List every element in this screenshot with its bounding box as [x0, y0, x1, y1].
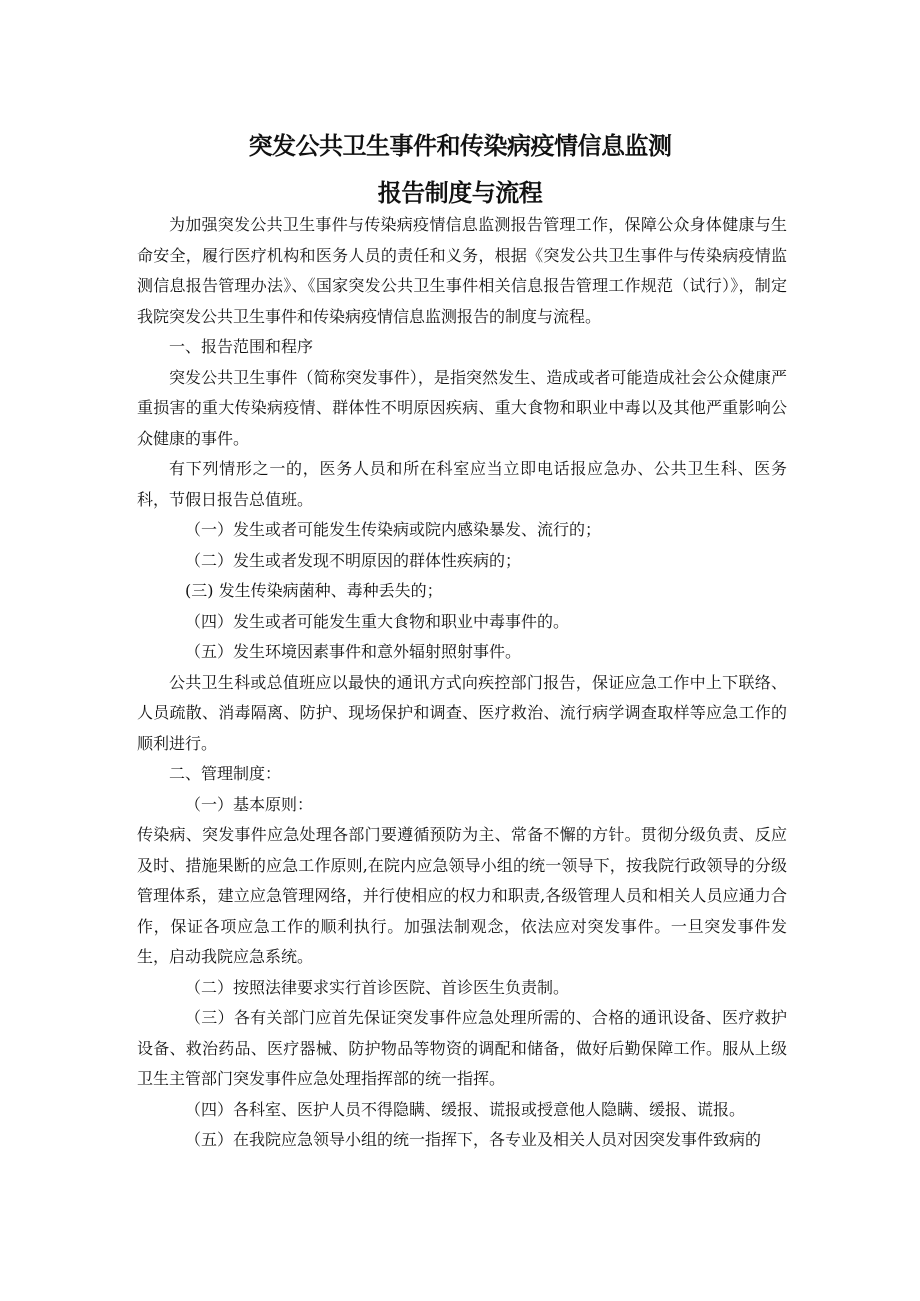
list-item: （三）各有关部门应首先保证突发事件应急处理所需的、合格的通讯设备、医疗救护设备、救治药品、医疗器械、防护物品等物资的调配和储备，做好后勤保障工作。服从上级卫生主管部门突发事件应急处理指挥部的统一指挥。	[137, 1008, 787, 1088]
body-paragraph: 突发公共卫生事件（简称突发事件），是指突然发生、造成或者可能造成社会公众健康严重损害的重大传染病疫情、群体性不明原因疾病、重大食物和职业中毒以及其他严重影响公众健康的事件。	[137, 367, 787, 448]
document-title-line-2: 报告制度与流程	[377, 179, 543, 207]
list-item: （四）各科室、医护人员不得隐瞒、缓报、谎报或授意他人隐瞒、缓报、谎报。	[185, 1099, 746, 1119]
list-item: （二）按照法律要求实行首诊医院、首诊医生负责制。	[185, 977, 570, 997]
body-paragraph: 有下列情形之一的，医务人员和所在科室应当立即电话报应急办、公共卫生科、医务科，节假日报告总值班。	[137, 459, 787, 509]
intro-paragraph: 为加强突发公共卫生事件与传染病疫情信息监测报告管理工作，保障公众身体健康与生命安全，履行医疗机构和医务人员的责任和义务，根据《突发公共卫生事件与传染病疫情监测信息报告管理办法》、《国家突发公共卫生事件相关信息报告管理工作规范（试行）》，制定我院突发公共卫生事件和传染病疫情信息监测报告的制度与流程。	[137, 215, 787, 326]
list-item: (三) 发生传染病菌种、毒种丢失的；	[185, 581, 443, 600]
body-paragraph: 公共卫生科或总值班应以最快的通讯方式向疾控部门报告，保证应急工作中上下联络、人员疏散、消毒隔离、防护、现场保护和调查、医疗救治、流行病学调查取样等应急工作的顺利进行。	[137, 672, 787, 753]
document-body	[137, 210, 787, 1156]
document-title-line-1: 突发公共卫生事件和传染病疫情信息监测	[248, 132, 672, 160]
list-item: （一）发生或者可能发生传染病或院内感染暴发、流行的；	[185, 520, 602, 539]
section-heading-2: 二、管理制度：	[169, 764, 282, 783]
list-item: （五）发生环境因素事件和意外辐射照射事件。	[185, 642, 522, 661]
subsection-heading: （一）基本原则：	[185, 794, 314, 814]
body-paragraph: 传染病、突发事件应急处理各部门要遵循预防为主、常备不懈的方针。贯彻分级负责、反应及时、措施果断的应急工作原则,在院内应急领导小组的统一领导下，按我院行政领导的分级管理体系，建立应急管理网络，并行使相应的权力和职责,各级管理人员和相关人员应通力合作，保证各项应急工作的顺利执行。加强法制观念，依法应对突发事件。一旦突发事件发生，启动我院应急系统。	[137, 825, 787, 966]
list-item: （二）发生或者发现不明原因的群体性疾病的；	[185, 550, 522, 570]
list-item: （四）发生或者可能发生重大食物和职业中毒事件的。	[185, 611, 570, 631]
list-item: （五）在我院应急领导小组的统一指挥下，各专业及相关人员对因突发事件致病的	[185, 1130, 762, 1149]
section-heading-1: 一、报告范围和程序	[169, 337, 314, 356]
